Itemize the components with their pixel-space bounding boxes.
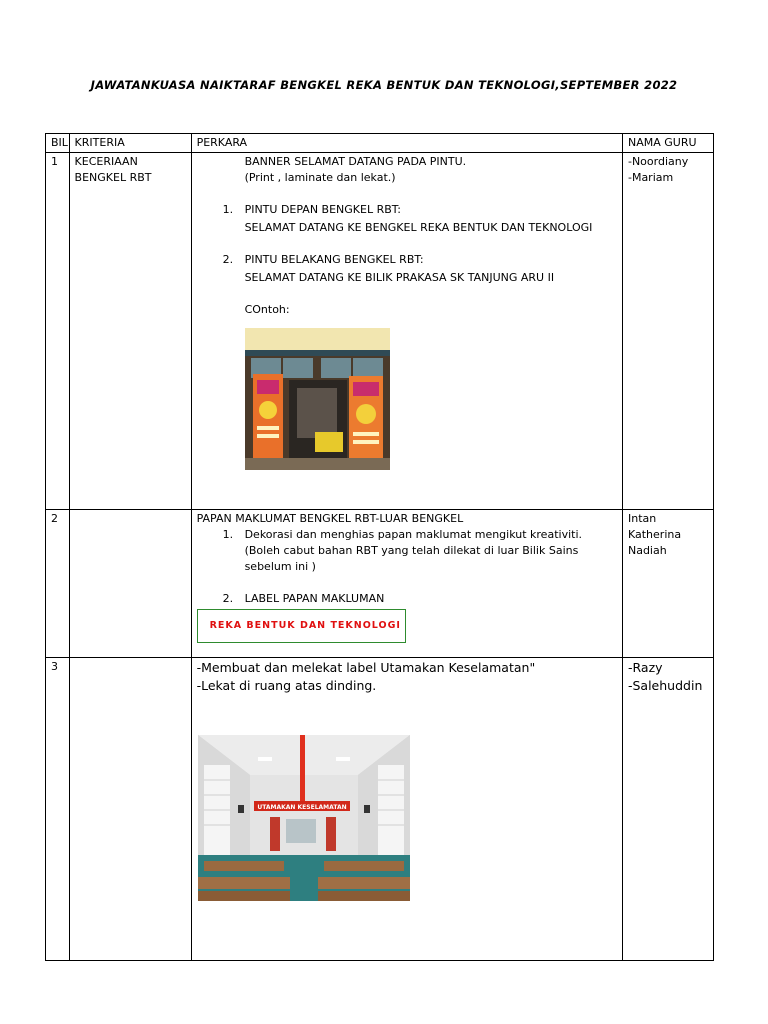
- row1-item2: [197, 252, 617, 286]
- header-bil: BIL: [46, 134, 70, 153]
- row2-nama-guru: [622, 510, 713, 658]
- row3-guru1: -Razy: [627, 660, 663, 675]
- row1-contoh: COntoh:: [244, 303, 290, 316]
- row2-item1: [197, 527, 617, 575]
- row1-guru2: -Mariam: [627, 171, 674, 184]
- row1-bil: 1: [46, 153, 70, 510]
- row1-item2-title: PINTU BELAKANG BENGKEL RBT:: [244, 253, 424, 266]
- label-sample: REKA BENTUK DAN TEKNOLOGI: [197, 609, 406, 643]
- committee-table: [45, 133, 714, 961]
- row2-item2: [197, 591, 617, 607]
- row2-guru1: Intan: [627, 512, 657, 525]
- row3-nama-guru: [622, 658, 713, 961]
- row1-kriteria-line1: KECERIAAN: [74, 155, 138, 168]
- header-nama-guru: NAMA GURU: [622, 134, 713, 153]
- row2-item1-note: (Boleh cabut bahan RBT yang telah dilekat di luar Bilik Sains sebelum ini ): [244, 544, 579, 573]
- workshop-room-photo: [198, 735, 410, 901]
- row3-line1: -Membuat dan melekat label Utamakan Keselamatan": [196, 660, 536, 675]
- row1-item1-number: 1.: [222, 203, 234, 216]
- document-title: JAWATANKUASA NAIKTARAF BENGKEL REKA BENTUK DAN TEKNOLOGI,SEPTEMBER 2022: [90, 78, 678, 92]
- row2-item1-number: 1.: [222, 528, 234, 541]
- row1-guru1: -Noordiany: [627, 155, 689, 168]
- row2-perkara: [191, 510, 622, 658]
- row3-line2: -Lekat di ruang atas dinding.: [196, 678, 377, 693]
- row1-kriteria-line2: BENGKEL RBT: [74, 171, 152, 184]
- table-header-row: [46, 134, 714, 153]
- header-perkara: PERKARA: [191, 134, 622, 153]
- row1-item1: [197, 202, 617, 236]
- row1-nama-guru: [622, 153, 713, 510]
- row1-item2-number: 2.: [222, 253, 234, 266]
- row1-item2-text: SELAMAT DATANG KE BILIK PRAKASA SK TANJUNG ARU II: [244, 271, 555, 284]
- row3-guru2: -Salehuddin: [627, 678, 703, 693]
- row3-perkara: [191, 658, 622, 961]
- door-banner-photo: [245, 328, 390, 470]
- row1-line1: BANNER SELAMAT DATANG PADA PINTU.: [244, 155, 467, 168]
- row2-guru3: Nadiah: [627, 544, 667, 557]
- row1-perkara: [191, 153, 622, 510]
- table-row: [46, 658, 714, 961]
- row1-item1-text: SELAMAT DATANG KE BENGKEL REKA BENTUK DAN TEKNOLOGI: [244, 221, 593, 234]
- row1-item1-title: PINTU DEPAN BENGKEL RBT:: [244, 203, 401, 216]
- row1-line2: (Print , laminate dan lekat.): [244, 171, 396, 184]
- table-row: [46, 153, 714, 510]
- row2-line1: PAPAN MAKLUMAT BENGKEL RBT-LUAR BENGKEL: [196, 512, 464, 525]
- row2-guru2: Katherina: [627, 528, 682, 541]
- row1-kriteria: [69, 153, 191, 510]
- row2-item1-text: Dekorasi dan menghias papan maklumat mengikut kreativiti.: [244, 528, 582, 541]
- table-row: [46, 510, 714, 658]
- keselamatan-banner: UTAMAKAN KESELAMATAN: [256, 804, 347, 811]
- row3-kriteria: [69, 658, 191, 961]
- row2-item2-number: 2.: [222, 592, 234, 605]
- row3-bil: 3: [46, 658, 70, 961]
- row2-kriteria: [69, 510, 191, 658]
- row2-bil: 2: [46, 510, 70, 658]
- header-kriteria: KRITERIA: [69, 134, 191, 153]
- row2-item2-text: LABEL PAPAN MAKLUMAN: [244, 592, 385, 605]
